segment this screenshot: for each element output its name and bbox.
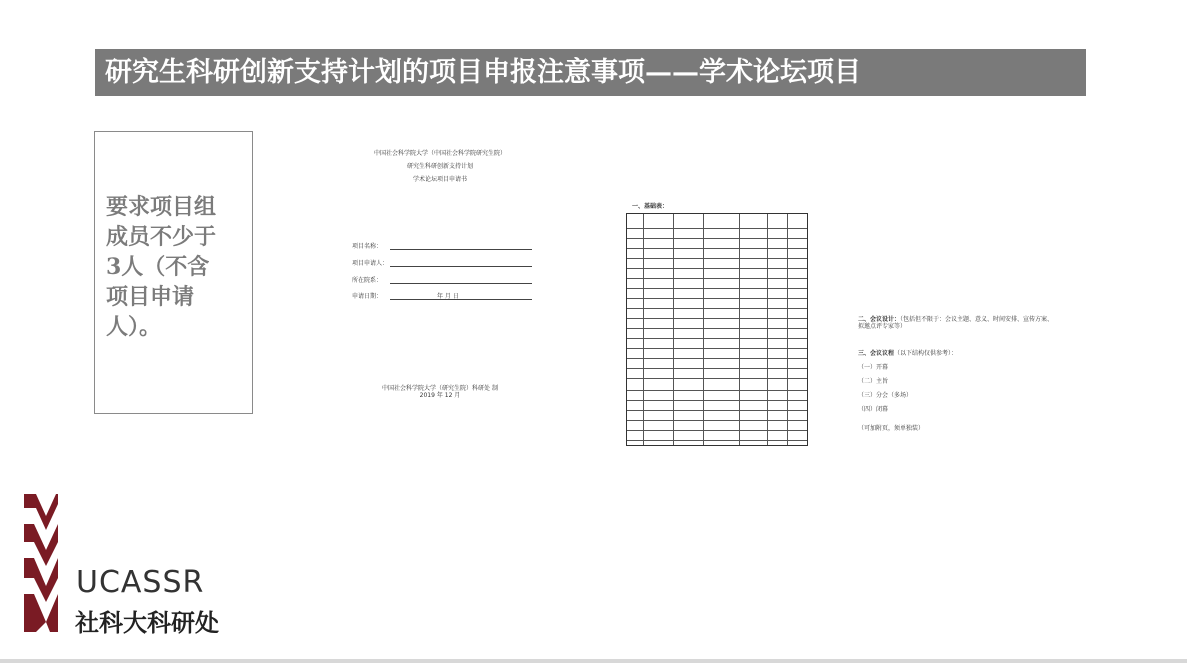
form-grid: [626, 213, 808, 446]
field-applicant: 项目申请人：: [352, 260, 522, 267]
requirement-note: [94, 131, 253, 414]
note-line: 人）。: [106, 314, 162, 340]
brand-name-cn: 社科大科研处: [75, 609, 219, 637]
bottom-divider: [0, 659, 1187, 663]
brand-name-en: UCASSR: [76, 565, 205, 600]
note-line: 成员不少于: [106, 224, 217, 250]
cover-footer: 中国社会科学院大学（研究生院）科研处 制 2019 年 12 月: [382, 385, 498, 400]
field-department: 所在院系：: [352, 277, 522, 284]
ucassr-logo-icon: [22, 494, 62, 634]
slide-title: 研究生科研创新支持计划的项目申报注意事项——学术论坛项目: [95, 49, 1086, 96]
note-line: 3人（不含: [106, 254, 210, 280]
meeting-design-thumbnail: 二、会议设计：（包括但不限于：会议主题、意义、时间安排、宣传方案、拟邀点评专家等） 三、会议议程（以下结构仅供参考）： （一）开幕 （二）主旨 （三）分会（多场） （四）闭幕 （可加附页，须单独装）: [858, 316, 1054, 433]
cover-line-1: 中国社会科学院大学（中国社会科学院研究生院）: [373, 150, 506, 157]
cover-line-2: 研究生科研创新支持计划: [406, 163, 473, 171]
table-heading: 一、基础表：: [632, 203, 669, 210]
note-line: 要求项目组: [106, 194, 217, 220]
field-date: 申请日期： 年 月 日: [352, 293, 522, 300]
field-project-name: 项目名称：: [352, 243, 522, 250]
cover-line-3: 学术论坛项目申请书: [412, 176, 467, 184]
note-line: 项目申请: [106, 284, 195, 310]
basic-info-table-thumbnail: [620, 203, 810, 448]
application-cover-thumbnail: [340, 140, 540, 410]
